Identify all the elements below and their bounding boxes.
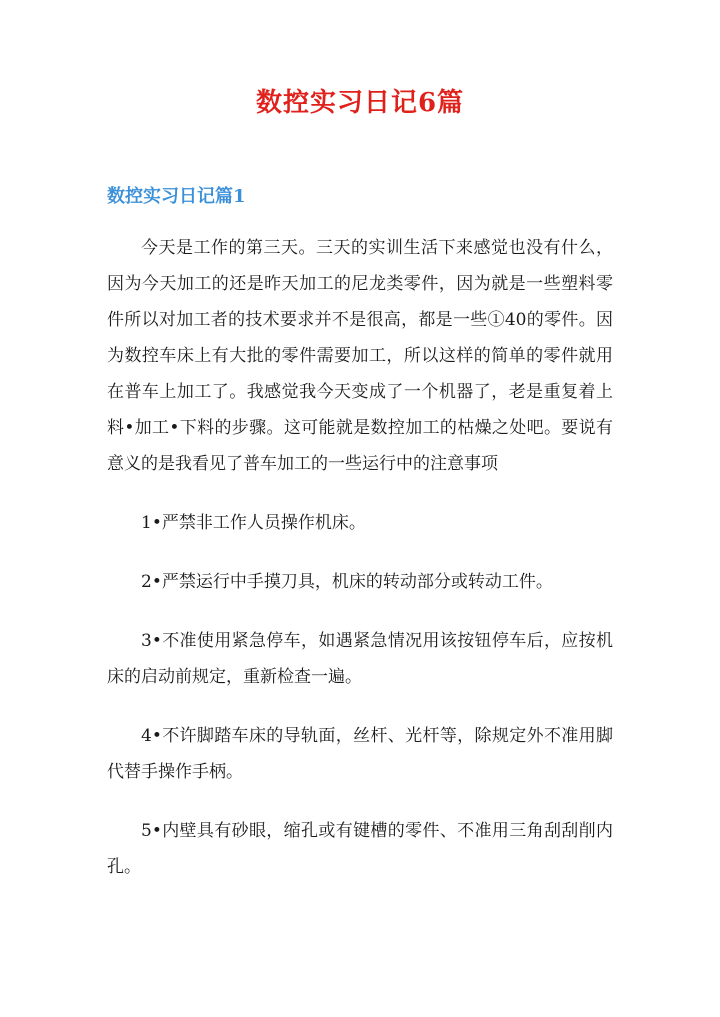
document-title: 数控实习日记6篇 — [255, 88, 465, 118]
rule-item-3: 3•不准使用紧急停车，如遇紧急情况用该按钮停车后，应按机床的启动前规定，重新检查一遍。 — [107, 631, 613, 687]
rule-item-5: 5•内壁具有砂眼，缩孔或有键槽的零件、不准用三角刮刮削内孔。 — [107, 821, 613, 877]
intro-paragraph: 今天是工作的第三天。三天的实训生活下来感觉也没有什么，因为今天加工的还是昨天加工的尼龙类零件，因为就是一些塑料零件所以对加工者的技术要求并不是很高，都是一些①40的零件。因为数控车床上有大批的零件需要加工，所以这样的简单的零件就用在普车上加工了。我感觉我今天变成了一个机器了，老是重复着上料•加工•下料的步骤。这可能就是数控加工的枯燥之处吧。要说有意义的是我看见了普车加工的一些运行中的注意事项 — [107, 238, 613, 474]
rule-item-4: 4•不许脚踏车床的导轨面，丝杆、光杆等，除规定外不准用脚代替手操作手柄。 — [107, 726, 613, 782]
section-heading: 数控实习日记篇1 — [107, 186, 246, 207]
body-text — [107, 230, 613, 908]
rule-item-2: 2•严禁运行中手摸刀具，机床的转动部分或转动工件。 — [141, 572, 553, 592]
rule-item-1: 1•严禁非工作人员操作机床。 — [141, 513, 366, 533]
